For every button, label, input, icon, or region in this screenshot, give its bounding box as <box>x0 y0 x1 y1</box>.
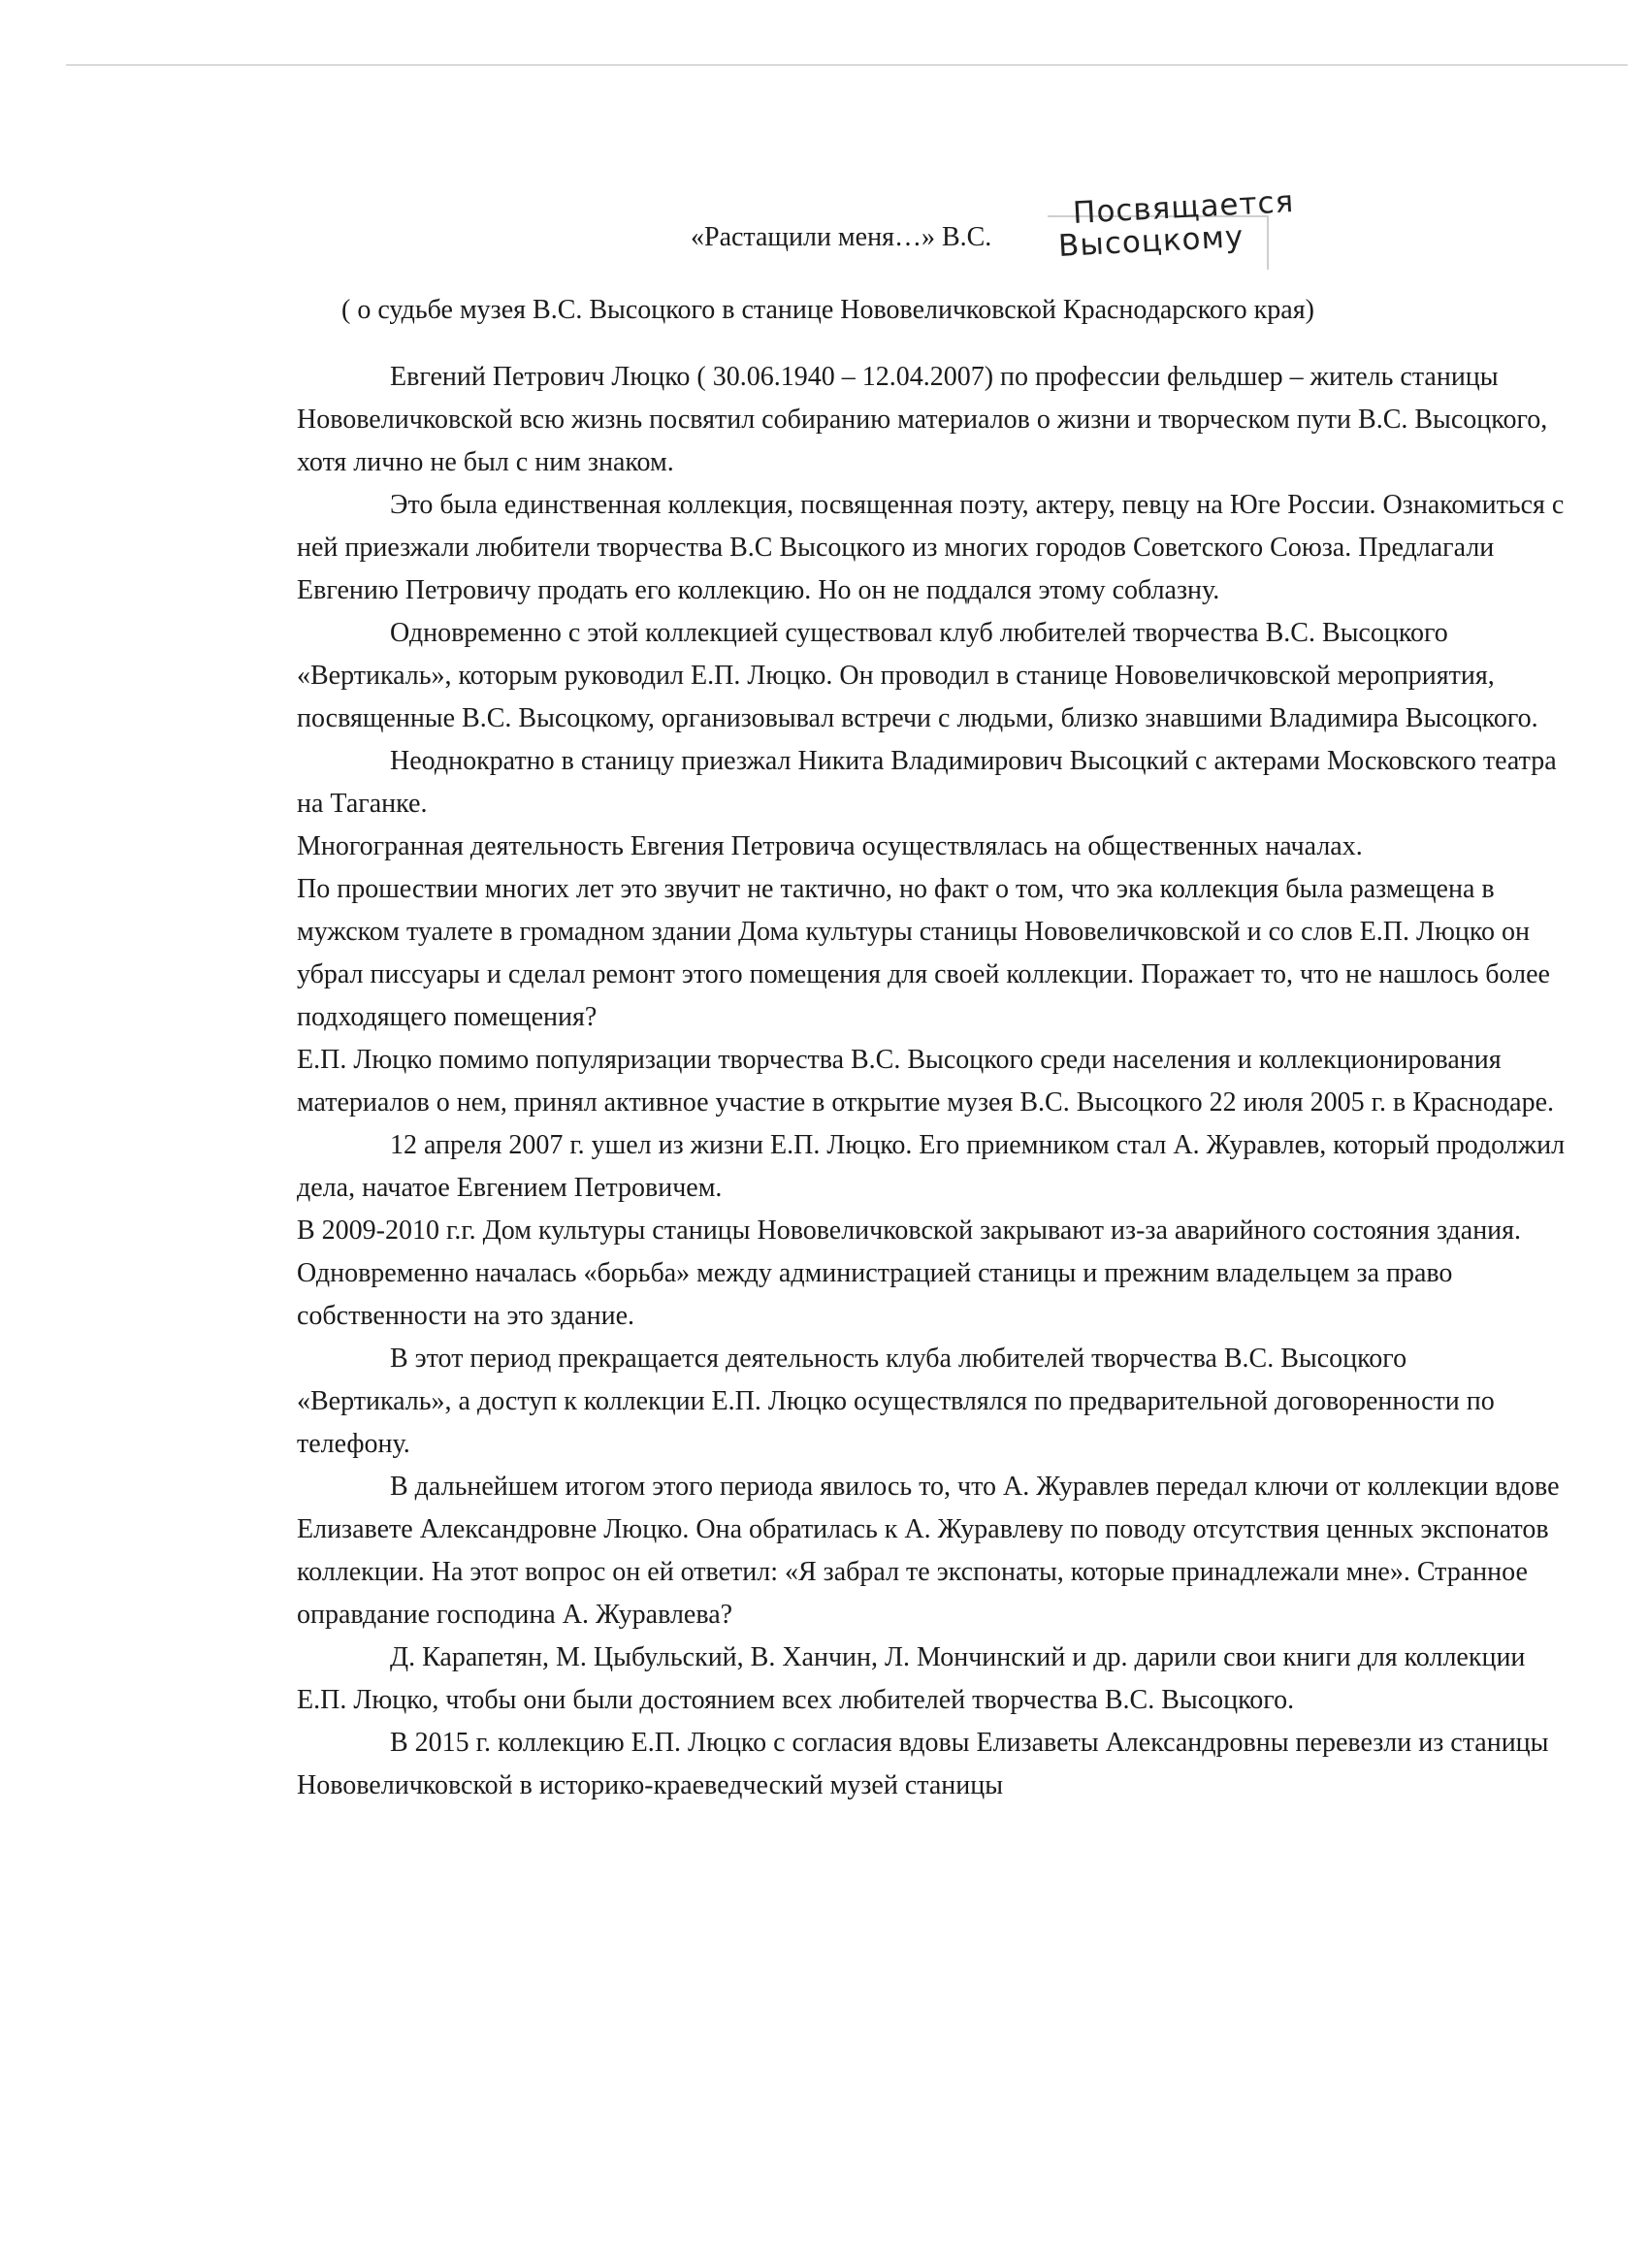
handwritten-dedication-line-1: Посвящается <box>1072 184 1296 231</box>
paragraph: Неоднократно в станицу приезжал Никита Владимирович Высоцкий с актерами Московского театра на Таганке. <box>297 746 1557 819</box>
paragraph: В этот период прекращается деятельность клуба любителей творчества В.С. Высоцкого «Вертикаль», а доступ к коллекции Е.П. Люцко осуществлялся по предварительной договоренности по телефону. <box>297 1344 1495 1459</box>
paragraph: Многогранная деятельность Евгения Петровича осуществлялась на общественных началах. <box>297 831 1363 861</box>
paragraph: Д. Карапетян, М. Цыбульский, В. Ханчин, Л. Мончинский и др. дарили свои книги для коллекции Е.П. Люцко, чтобы они были достоянием всех любителей творчества В.С. Высоцкого. <box>297 1642 1526 1715</box>
document-subtitle: ( о судьбе музея В.С. Высоцкого в станице Нововеличковской Краснодарского края) <box>341 295 1314 325</box>
paragraph: Е.П. Люцко помимо популяризации творчества В.С. Высоцкого среди населения и коллекционирования материалов о нем, принял активное участие в открытие музея В.С. Высоцкого 22 июля 2005 г. в Краснодаре. <box>297 1045 1554 1118</box>
document-body <box>297 356 1568 1807</box>
paragraph: В 2015 г. коллекцию Е.П. Люцко с согласия вдовы Елизаветы Александровны перевезли из станицы Нововеличковской в историко-краеведческий музей станицы <box>297 1728 1549 1800</box>
paragraph: Одновременно с этой коллекцией существовал клуб любителей творчества В.С. Высоцкого «Вертикаль», которым руководил Е.П. Люцко. Он проводил в станице Нововеличковской мероприятия, посвященные В.С. Высоцкому, организовывал встречи с людьми, близко знавшими Владимира Высоцкого. <box>297 618 1538 733</box>
paragraph: Это была единственная коллекция, посвященная поэту, актеру, певцу на Юге России. Ознакомиться с ней приезжали любители творчества В.С Высоцкого из многих городов Советского Союза. Предлагали Евгению Петровичу продать его коллекцию. Но он не поддался этому соблазну. <box>297 490 1565 605</box>
scan-edge-line <box>66 64 1628 66</box>
paragraph: По прошествии многих лет это звучит не тактично, но факт о том, что эка коллекция была размещена в мужском туалете в громадном здании Дома культуры станицы Нововеличковской и со слов Е.П. Люцко он убрал писсуары и сделал ремонт этого помещения для своей коллекции. Поражает то, что не нашлось более подходящего помещения? <box>297 874 1550 1032</box>
paragraph: 12 апреля 2007 г. ушел из жизни Е.П. Люцко. Его приемником стал А. Журавлев, который продолжил дела, начатое Евгением Петровичем. <box>297 1130 1566 1203</box>
handwritten-dedication-line-2: Высоцкому <box>1057 219 1245 264</box>
paragraph: В 2009-2010 г.г. Дом культуры станицы Нововеличковской закрывают из-за аварийного состояния здания. Одновременно началась «борьба» между администрацией станицы и прежним владельцем за право собственности на это здание. <box>297 1215 1522 1331</box>
document-title: «Растащили меня…» В.С. <box>691 222 992 252</box>
paragraph: В дальнейшем итогом этого периода явилось то, что А. Журавлев передал ключи от коллекции вдове Елизавете Александровне Люцко. Она обратилась к А. Журавлеву по поводу отсутствия ценных экспонатов коллекции. На этот вопрос он ей ответил: «Я забрал те экспонаты, которые принадлежали мне». Странное оправдание господина А. Журавлева? <box>297 1472 1560 1630</box>
paragraph: Евгений Петрович Люцко ( 30.06.1940 – 12.04.2007) по профессии фельдшер – житель станицы Нововеличковской всю жизнь посвятил собиранию материалов о жизни и творческом пути В.С. Высоцкого, хотя лично не был с ним знаком. <box>297 362 1548 477</box>
